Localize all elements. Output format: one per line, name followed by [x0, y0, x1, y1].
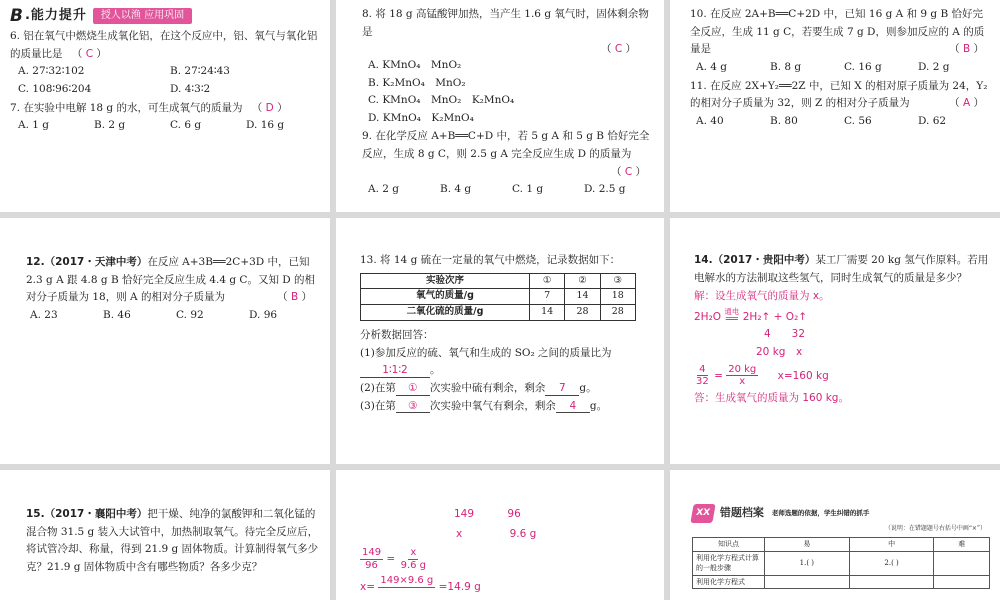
option: B. 46 [103, 308, 131, 321]
question-8 [362, 6, 656, 127]
option: B. 80 [770, 114, 798, 127]
option: B. K₂MnO₄ MnO₂ [368, 76, 466, 89]
work-value: 96 [507, 508, 521, 520]
question-stem: 7. 在实验中电解 18 g 的水，可生成氧气的质量为 [10, 101, 243, 114]
question-9 [362, 128, 656, 199]
question-10 [690, 6, 992, 77]
table-cell: 14 [565, 289, 600, 305]
answer: B [290, 291, 299, 304]
options [362, 57, 656, 128]
answer-paren: （ C ） [71, 47, 107, 60]
question-source: （2017・襄阳中考） [44, 508, 148, 520]
answer-blank: ① [396, 382, 430, 396]
question-source: （2017・天津中考） [44, 256, 148, 268]
question-7 [10, 100, 322, 135]
frac-num: 149×9.6 g [380, 575, 434, 587]
result: x=160 kg [777, 369, 829, 382]
section-subtitle: 授人以渔 应用巩固 [93, 8, 192, 24]
option: C. 108∶96∶204 [18, 82, 92, 95]
question-stem: 9. 在化学反应 A+B══C+D 中，若 5 g A 和 5 g B 恰好完全反应，生成 8 g C，则 2.5 g A 完全反应生成 D 的质量为 [362, 130, 650, 160]
frac-den: x [739, 376, 746, 387]
answer-blank: 7 [545, 382, 579, 396]
option: C. 16 g [844, 60, 882, 73]
table-cell [934, 551, 990, 575]
table-cell: 2.( ) [849, 551, 934, 575]
question-stem: 在反应 A+3B══2C+3D 中，已知 2.3 g A 跟 4.8 g B 恰好完全反应生成 4.4 g C。又知 D 的相对分子质量为 18，则 A 的相对分子质量为 [26, 256, 316, 304]
question-14 [694, 252, 992, 287]
panel-q12 [0, 218, 330, 464]
answer-paren: （ B ） [277, 291, 312, 304]
question-13 [360, 252, 656, 415]
section-letter: B [10, 5, 23, 26]
panel-q6-q7 [0, 0, 330, 212]
frac-den: 32 [696, 376, 709, 387]
solution-line: 解：设生成氧气的质量为 x。 [694, 290, 830, 303]
work-text: =14.9 g [438, 581, 481, 594]
option: D. 16 g [246, 119, 285, 132]
option: B. 27∶24∶43 [170, 65, 230, 78]
question-6 [10, 28, 322, 99]
option: D. 2 g [918, 60, 950, 73]
fraction [694, 364, 711, 388]
panel-q15-work [336, 470, 664, 600]
work-value: x [456, 527, 463, 540]
option: D. 96 [249, 308, 278, 321]
section-header [10, 6, 322, 26]
table-cell: 28 [600, 305, 635, 321]
answer-blank: ③ [396, 400, 430, 414]
sub-text: (2)在第 [360, 381, 396, 394]
question-number: 15. [26, 508, 45, 520]
sub-text: 次实验中氧气有剩余，剩余 [429, 399, 556, 412]
eq-right: 2H₂↑ + O₂↑ [742, 310, 808, 323]
question-15 [26, 506, 322, 577]
table-cell: 利用化学方程式 [693, 575, 765, 589]
option: C. 56 [844, 114, 872, 127]
options [10, 63, 322, 98]
frac-den: 9.6 g [400, 559, 427, 571]
sub-text: 次实验中硫有剩余，剩余 [429, 381, 546, 394]
sub-text: (3)在第 [360, 399, 396, 412]
option: A. 1 g [18, 119, 49, 132]
option: D. 2.5 g [584, 183, 626, 196]
sub-question-3 [360, 398, 656, 416]
error-table [692, 537, 990, 589]
sub-question-2 [360, 380, 656, 398]
answer: C [85, 47, 94, 60]
sub-text: g。 [589, 399, 608, 412]
table-header: ① [530, 273, 565, 289]
question-stem: 某工厂需要 20 kg 氢气作原料。若用电解水的方法制取这些氢气，同时生成氧气的质量是多少？ [694, 254, 989, 284]
table-header: 实验次序 [361, 273, 530, 289]
table-header: 中 [849, 538, 934, 552]
answer: B [962, 43, 971, 56]
question-11 [690, 78, 992, 131]
answer-blank: 1∶1∶2 [360, 364, 430, 378]
work-row [360, 526, 656, 544]
chemical-equation [694, 308, 992, 326]
table-header: ② [565, 273, 600, 289]
option: C. 1 g [512, 183, 544, 196]
frac-den: 96 [365, 559, 378, 571]
answer: D [265, 101, 274, 114]
option: A. KMnO₄ MnO₂ [368, 58, 462, 71]
frac-num: 20 kg [728, 363, 757, 375]
frac-num: 4 [699, 363, 706, 375]
table-cell: 二氧化硫的质量/g [361, 305, 530, 321]
error-archive-instruction: （说明：在错题题号右括号中画“×”） [884, 525, 986, 533]
error-archive-note: 老师选题的依据，学生纠错的抓手 [771, 509, 870, 518]
frac-den [403, 588, 410, 600]
question-stem: 11. 在反应 2X+Y₂══2Z 中，已知 X 的相对原子质量为 24，Y₂ 的相对分子质量为 32，则 Z 的相对分子质量为 [690, 79, 988, 110]
panel-q10-q11 [670, 0, 1000, 212]
answer-blank: 4 [556, 400, 590, 414]
record-table [360, 273, 636, 321]
option: A. 23 [30, 308, 58, 321]
eq-arrow [724, 308, 739, 326]
table-cell [765, 575, 850, 589]
work-row [360, 506, 656, 524]
answer-paren: （ D ） [251, 101, 288, 114]
table-row [361, 289, 636, 305]
fraction [726, 364, 758, 388]
panel-error-archive [670, 470, 1000, 600]
option: A. 4 g [696, 60, 727, 73]
answer-paren: （ B ） [949, 43, 984, 56]
work-result [360, 575, 656, 599]
table-cell: 1.( ) [765, 551, 850, 575]
table-row [693, 551, 990, 575]
options [690, 113, 992, 131]
fraction [399, 547, 428, 571]
answer: C [624, 165, 633, 178]
table-header: 难 [934, 538, 990, 552]
table-cell: 氧气的质量/g [361, 289, 530, 305]
table-cell: 28 [565, 305, 600, 321]
question-stem: 6. 铝在氧气中燃烧生成氧化铝，在这个反应中，铝、氧气与氧化铝的质量比是 [10, 30, 318, 60]
arrow-icon: ══ [725, 314, 738, 326]
option: A. 40 [696, 114, 724, 127]
table-cell: 利用化学方程式计算的一般步骤 [693, 551, 765, 575]
work-proportion: $\frac{149}{96}$ = $\frac{x}{9.6 g}$ [362, 547, 427, 571]
question-number: 14. [694, 254, 713, 266]
table-cell: 7 [530, 289, 565, 305]
table-cell: 18 [600, 289, 635, 305]
question-source: （2017・贵阳中考） [712, 254, 816, 266]
table-row [361, 305, 636, 321]
question-stem: 10. 在反应 2A+B══C+2D 中，已知 16 g A 和 9 g B 恰好完全反应，生成 11 g C，若要生成 7 g D，则参加反应的 A 的质量是 [690, 8, 985, 56]
option: B. 4 g [440, 183, 472, 196]
options [10, 117, 322, 135]
sub-text: 。 [430, 364, 441, 377]
option: C. 6 g [170, 119, 202, 132]
option: B. 8 g [770, 60, 802, 73]
analysis-label: 分析数据回答： [360, 329, 434, 342]
sub-text: (1)参加反应的硫、氧气和生成的 SO₂ 之间的质量比为 [360, 346, 612, 359]
table-header: ③ [600, 273, 635, 289]
table-header-row [361, 273, 636, 289]
options [690, 59, 992, 77]
frac-num: 149 [362, 547, 382, 559]
panel-q13 [336, 218, 664, 464]
question-stem: 13. 将 14 g 硫在一定量的氧气中燃烧，记录数据如下： [360, 254, 621, 266]
eq-condition: 通电 [724, 306, 740, 316]
sub-text: g。 [579, 381, 597, 394]
table-cell [849, 575, 934, 589]
eq-left: 2H₂O [694, 310, 722, 323]
option: B. 2 g [94, 119, 126, 132]
answer-paren: （ A ） [949, 97, 984, 110]
conclusion: 答：生成氧气的质量为 160 kg。 [694, 391, 849, 404]
ratio-row-bottom: 20 kg x [756, 345, 803, 358]
answer: A [962, 97, 971, 110]
work-value: 9.6 g [509, 527, 537, 540]
work-text: x= [360, 581, 376, 594]
error-archive-title: 错题档案 [719, 506, 764, 520]
sub-question-1 [360, 345, 656, 380]
table-cell [934, 575, 990, 589]
proportion: $\frac{4}{32}$ = $\frac{20 kg}{x}$ x=160 kg [696, 363, 829, 387]
panel-q15 [0, 470, 330, 600]
table-row [693, 575, 990, 589]
answer-paren: （ C ） [610, 165, 646, 178]
table-header: 知识点 [693, 538, 765, 552]
question-stem: 8. 将 18 g 高锰酸钾加热，当产生 1.6 g 氧气时，固体剩余物是 [362, 8, 649, 38]
frac-num: x [410, 547, 417, 559]
answer: C [614, 43, 623, 56]
table-header: 易 [765, 538, 850, 552]
table-cell: 14 [530, 305, 565, 321]
option: C. KMnO₄ MnO₂ K₂MnO₄ [368, 94, 515, 107]
option: A. 2 g [368, 183, 399, 196]
panel-q14 [670, 218, 1000, 464]
option: A. 27∶32∶102 [18, 65, 85, 78]
question-number: 12. [26, 256, 45, 268]
answer-paren: （ C ） [600, 43, 636, 56]
question-12 [26, 254, 322, 325]
question-stem: 把干燥、纯净的氯酸钾和二氧化锰的混合物 31.5 g 装入大试管中，加热制取氧气。待完全反应后，将试管冷却、称量，得到 21.9 g 固体物质。计算制得氧气多少克？21.9 g 固体物质中含有哪些物质？各多少克？ [26, 508, 319, 573]
work-value: 149 [454, 508, 475, 520]
option: C. 92 [176, 308, 204, 321]
section-title: .能力提升 [24, 8, 87, 24]
option: D. KMnO₄ K₂MnO₄ [368, 111, 474, 124]
error-archive-header [692, 504, 990, 523]
error-archive-badge: XX [690, 504, 715, 523]
panel-q8-q9 [336, 0, 664, 212]
fraction [378, 575, 435, 599]
option: D. 4∶3∶2 [170, 82, 211, 95]
option: D. 62 [918, 114, 947, 127]
options [26, 307, 322, 325]
options [362, 181, 656, 199]
ratio-row-top: 4 32 [764, 328, 806, 341]
fraction [360, 547, 383, 571]
table-header-row [693, 538, 990, 552]
